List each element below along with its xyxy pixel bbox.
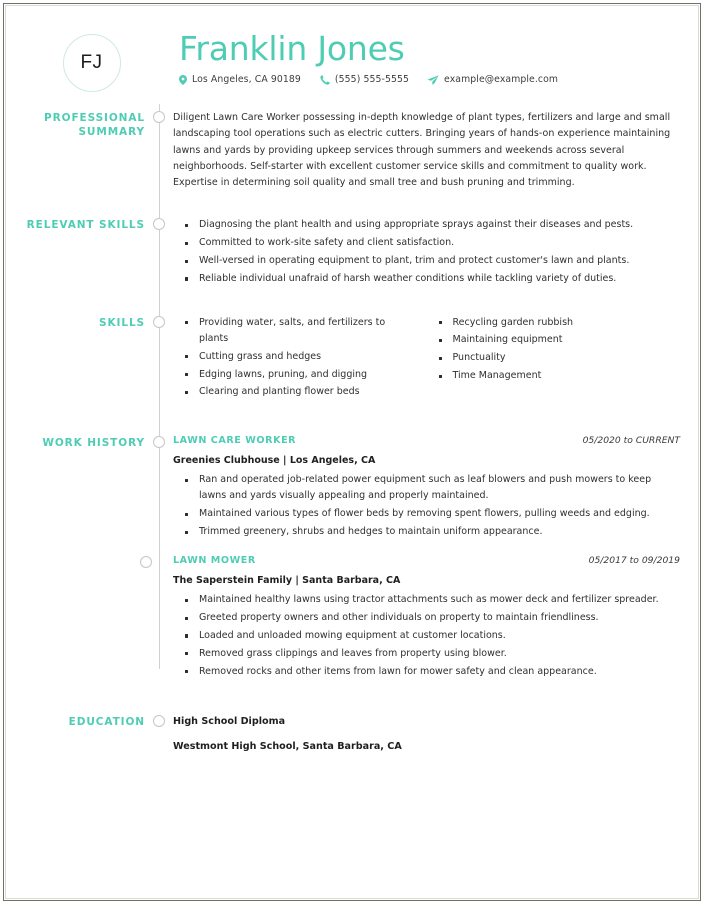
list-item: Trimmed greenery, shrubs and hedges to maintain uniform appearance. xyxy=(173,524,680,540)
timeline-marker-education xyxy=(145,714,173,727)
education-degree: High School Diploma xyxy=(173,715,286,727)
relevant-skills-list xyxy=(173,217,680,287)
contact-location xyxy=(179,74,301,85)
list-item: Greeted property owners and other individuals on property to maintain friendliness. xyxy=(173,610,680,626)
list-item: Clearing and planting flower beds xyxy=(173,384,415,400)
list-item: Removed grass clippings and leaves from property using blower. xyxy=(173,646,680,662)
list-item: Committed to work-site safety and client satisfaction. xyxy=(173,235,680,251)
skills-column-left xyxy=(173,315,427,402)
job-date: 05/2017 to 09/2019 xyxy=(588,555,680,567)
list-item: Loaded and unloaded mowing equipment at customer locations. xyxy=(173,628,680,644)
list-item: Maintained various types of flower beds by removing spent flowers, pulling weeds and edging. xyxy=(173,506,680,522)
job-title: LAWN MOWER xyxy=(173,555,256,567)
timeline-marker-summary xyxy=(145,110,173,123)
list-item: Cutting grass and hedges xyxy=(173,349,415,365)
section-label-skills: SKILLS xyxy=(99,316,145,329)
section-body-professional-summary xyxy=(173,110,702,191)
timeline-dot-icon xyxy=(153,218,165,230)
timeline-marker-relevant-skills xyxy=(145,217,173,230)
section-work-history xyxy=(4,435,702,682)
timeline-dot-icon xyxy=(153,436,165,448)
job-bullets xyxy=(173,592,680,679)
monogram-initials: FJ xyxy=(63,34,121,92)
job-entry xyxy=(173,435,680,540)
job-topline xyxy=(173,435,680,446)
list-item: Well-versed in operating equipment to plant, trim and protect customer's lawn and plants. xyxy=(173,253,680,269)
skills-column-right xyxy=(427,315,681,402)
list-item: Edging lawns, pruning, and digging xyxy=(173,367,415,383)
list-item: Punctuality xyxy=(427,350,681,366)
phone-icon xyxy=(320,75,330,85)
job-company: Greenies Clubhouse | Los Angeles, CA xyxy=(173,455,376,467)
section-professional-summary xyxy=(4,110,702,191)
resume-page-frame xyxy=(3,3,701,901)
section-body-skills xyxy=(173,315,702,402)
contact-phone xyxy=(320,74,409,85)
monogram-container xyxy=(4,30,179,92)
list-item: Reliable individual unafraid of harsh weather conditions while tackling variety of duties. xyxy=(173,271,680,287)
section-skills xyxy=(4,315,702,402)
contact-location-text: Los Angeles, CA 90189 xyxy=(192,74,301,85)
job-date: 05/2020 to CURRENT xyxy=(582,435,680,447)
list-item: Ran and operated job-related power equipment such as leaf blowers and push mowers to keep lawns and yards visually appealing and properly maintained. xyxy=(173,472,680,505)
section-label-professional-summary: PROFESSIONAL SUMMARY xyxy=(44,112,145,138)
summary-paragraph: Diligent Lawn Care Worker possessing in-depth knowledge of plant types, fertilizers and large and small landscaping tool operations such as electric cutters. Bringing years of hands-on experience maintaining lawns and yards by providing upkeep services through summers and weekends across several neighborhoods. Self-starter with excellent customer service skills and commitment to quality work. Expertise in determining soil quality and small tree and bush pruning and trimming. xyxy=(173,112,671,189)
send-email-icon xyxy=(428,75,439,85)
section-label-education: EDUCATION xyxy=(68,715,145,728)
list-item: Diagnosing the plant health and using appropriate sprays against their diseases and pests. xyxy=(173,217,680,233)
contact-phone-text: (555) 555-5555 xyxy=(334,74,410,85)
section-education xyxy=(4,714,702,755)
header-main xyxy=(179,30,702,85)
job-bullets xyxy=(173,472,680,540)
job-entry xyxy=(173,555,680,679)
section-body-work-history xyxy=(173,435,702,682)
timeline-marker-skills xyxy=(145,315,173,328)
timeline-marker-work-history xyxy=(145,435,173,448)
job-topline xyxy=(173,555,680,566)
resume-document xyxy=(4,4,702,902)
skills-list-right xyxy=(427,315,681,385)
timeline-dot-icon xyxy=(153,111,165,123)
skills-list-left xyxy=(173,315,415,401)
contact-email-text: example@example.com xyxy=(444,74,559,85)
section-body-relevant-skills xyxy=(173,217,702,288)
education-school: Westmont High School, Santa Barbara, CA xyxy=(173,740,402,752)
page-title: Franklin Jones xyxy=(179,29,405,68)
section-label-work-history: WORK HISTORY xyxy=(42,437,145,450)
list-item: Maintaining equipment xyxy=(427,332,681,348)
contact-email xyxy=(428,74,558,85)
list-item: Maintained healthy lawns using tractor attachments such as mower deck and fertilizer spreader. xyxy=(173,592,680,608)
job-company: The Saperstein Family | Santa Barbara, CA xyxy=(173,575,401,587)
list-item: Removed rocks and other items from lawn for mower safety and clean appearance. xyxy=(173,664,680,680)
section-relevant-skills xyxy=(4,217,702,288)
contact-row xyxy=(179,74,682,85)
location-pin-icon xyxy=(179,75,187,85)
section-body-education xyxy=(173,714,702,755)
job-title: LAWN CARE WORKER xyxy=(173,435,297,447)
resume-sections xyxy=(4,92,702,755)
resume-header xyxy=(4,4,702,92)
section-label-relevant-skills: RELEVANT SKILLS xyxy=(26,219,145,232)
timeline-dot-icon xyxy=(153,715,165,727)
timeline-dot-icon xyxy=(153,316,165,328)
list-item: Providing water, salts, and fertilizers to plants xyxy=(173,315,415,348)
skills-columns xyxy=(173,315,680,402)
list-item: Time Management xyxy=(427,368,681,384)
timeline-dot-icon xyxy=(140,556,152,568)
list-item: Recycling garden rubbish xyxy=(427,315,681,331)
